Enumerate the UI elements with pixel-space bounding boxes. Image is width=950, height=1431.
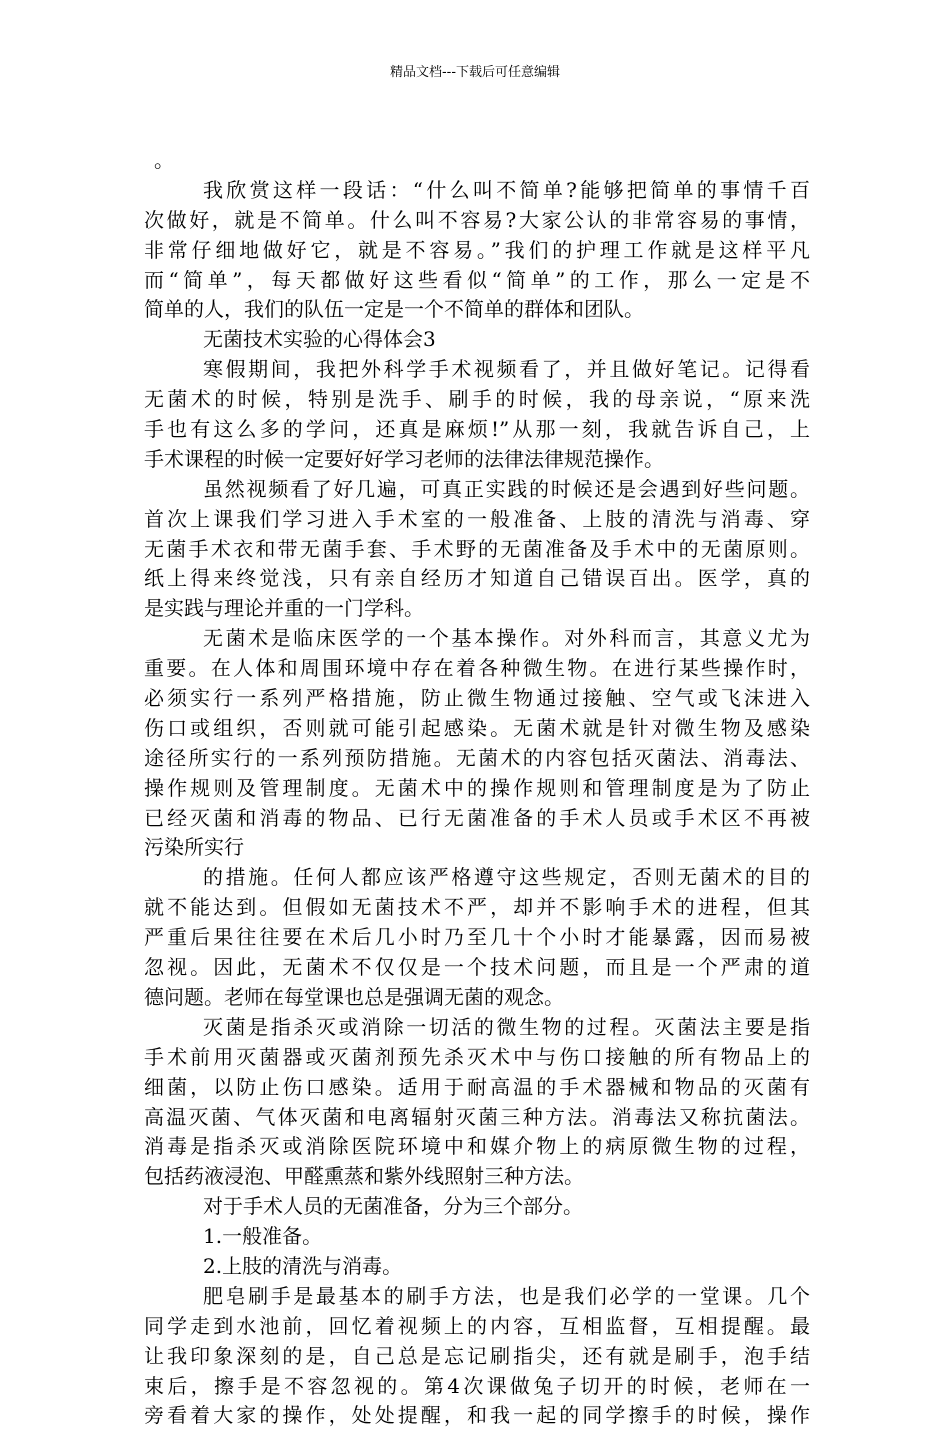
text-line: 是实践与理论并重的一门学科。 — [144, 596, 424, 621]
text-line: 手术前用灭菌器或灭菌剂预先杀灭术中与伤口接触的所有物品上的 — [144, 1044, 810, 1069]
text-line: 必须实行一系列严格措施，防止微生物通过接触、空气或飞沫进入 — [144, 686, 810, 711]
text-line: 首次上课我们学习进入手术室的一般准备、上肢的清洗与消毒、穿 — [144, 506, 810, 531]
page-header: 精品文档---下载后可任意编辑 — [389, 65, 561, 80]
text-line: 高温灭菌、气体灭菌和电离辐射灭菌三种方法。消毒法又称抗菌法。 — [144, 1104, 810, 1129]
text-line: 寒假期间，我把外科学手术视频看了，并且做好笔记。记得看 — [203, 357, 810, 382]
text-line: 虽然视频看了好几遍，可真正实践的时候还是会遇到好些问题。 — [203, 476, 810, 501]
text-line: 就不能达到。但假如无菌技术不严，却并不影响手术的进程，但其 — [144, 895, 810, 920]
text-line: 无菌术的时候，特别是洗手、刷手的时候，我的母亲说，“原来洗 — [144, 387, 810, 412]
document-body — [144, 146, 810, 1431]
text-line: 已经灭菌和消毒的物品、已行无菌准备的手术人员或手术区不再被 — [144, 805, 810, 830]
text-line: 让我印象深刻的是，自己总是忘记刷指尖，还有就是刷手，泡手结 — [144, 1343, 810, 1368]
text-line: 污染所实行 — [144, 835, 244, 860]
text-line: 束后，擦手是不容忽视的。第4次课做兔子切开的时候，老师在一 — [144, 1373, 810, 1398]
text-line: 非常仔细地做好它，就是不容易。”我们的护理工作就是这样平凡 — [144, 237, 810, 262]
text-line: 灭菌是指杀灭或消除一切活的微生物的过程。灭菌法主要是指 — [203, 1014, 810, 1039]
text-line: 1.一般准备。 — [203, 1224, 323, 1249]
text-line: 纸上得来终觉浅，只有亲自经历才知道自己错误百出。医学，真的 — [144, 566, 810, 591]
text-line: 包括药液浸泡、甲醛熏蒸和紫外线照射三种方法。 — [144, 1164, 584, 1189]
text-line: 伤口或组织，否则就可能引起感染。无菌术就是针对微生物及感染 — [144, 715, 810, 740]
text-line: 同学走到水池前，回忆着视频上的内容，互相监督，互相提醒。最 — [144, 1313, 810, 1338]
text-line: 忽视。因此，无菌术不仅仅是一个技术问题，而且是一个严肃的道 — [144, 955, 810, 980]
text-line: 无菌技术实验的心得体会3 — [203, 327, 436, 352]
text-line: 德问题。老师在每堂课也总是强调无菌的观念。 — [144, 984, 564, 1009]
text-line: 旁看着大家的操作，处处提醒，和我一起的同学擦手的时候，操作 — [144, 1403, 810, 1428]
text-line: 手也有这么多的学问，还真是麻烦!”从那一刻，我就告诉自己，上 — [144, 417, 810, 442]
text-line: 对于手术人员的无菌准备，分为三个部分。 — [203, 1194, 583, 1219]
text-line: 严重后果往往要在术后几小时乃至几十个小时才能暴露，因而易被 — [144, 925, 810, 950]
text-line: 细菌，以防止伤口感染。适用于耐高温的手术器械和物品的灭菌有 — [144, 1074, 810, 1099]
text-line: 简单的人，我们的队伍一定是一个不简单的群体和团队。 — [144, 297, 644, 322]
text-line: 手术课程的时候一定要好好学习老师的法律法律规范操作。 — [144, 446, 664, 471]
text-line: 重要。在人体和周围环境中存在着各种微生物。在进行某些操作时， — [144, 656, 810, 681]
text-line: 途径所实行的一系列预防措施。无菌术的内容包括灭菌法、消毒法、 — [144, 745, 810, 770]
text-line: 无菌手术衣和带无菌手套、手术野的无菌准备及手术中的无菌原则。 — [144, 536, 810, 561]
text-line: 无菌术是临床医学的一个基本操作。对外科而言，其意义尤为 — [203, 626, 810, 651]
text-line: 而“简单”，每天都做好这些看似“简单”的工作，那么一定是不 — [144, 267, 810, 292]
text-line: 。 — [154, 148, 174, 172]
text-line: 2.上肢的清洗与消毒。 — [203, 1253, 403, 1278]
text-line: 的措施。任何人都应该严格遵守这些规定，否则无菌术的目的 — [203, 865, 810, 890]
text-line: 操作规则及管理制度。无菌术中的操作规则和管理制度是为了防止 — [144, 775, 810, 800]
text-line: 我欣赏这样一段话：“什么叫不简单?能够把简单的事情千百 — [203, 177, 810, 202]
text-line: 次做好，就是不简单。什么叫不容易?大家公认的非常容易的事情， — [144, 207, 810, 232]
text-line: 消毒是指杀灭或消除医院环境中和媒介物上的病原微生物的过程， — [144, 1134, 810, 1159]
text-line: 肥皂刷手是最基本的刷手方法，也是我们必学的一堂课。几个 — [203, 1283, 810, 1308]
